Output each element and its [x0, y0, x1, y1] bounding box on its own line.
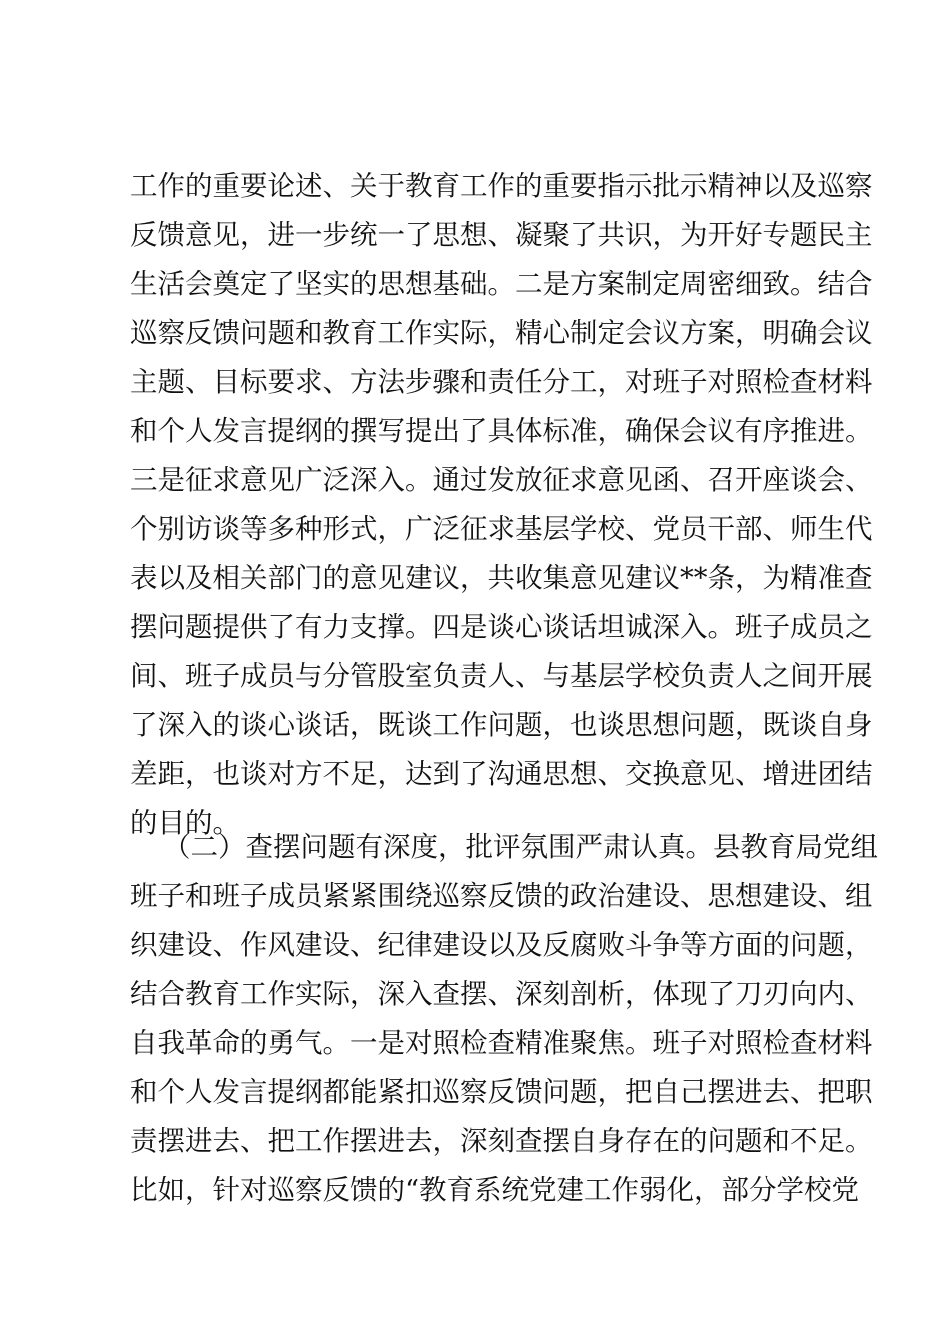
text-line: 的目的。 — [130, 807, 240, 839]
text-line: 个别访谈等多种形式，广泛征求基层学校、党员干部、师生代 — [130, 513, 873, 545]
text-line: 三是征求意见广泛深入。通过发放征求意见函、召开座谈会、 — [130, 464, 873, 496]
text-line: 间、班子成员与分管股室负责人、与基层学校负责人之间开展 — [130, 660, 873, 692]
text-line: 工作的重要论述、关于教育工作的重要指示批示精神以及巡察 — [130, 170, 873, 202]
text-line: 比如，针对巡察反馈的“教育系统党建工作弱化，部分学校党 — [130, 1174, 860, 1206]
text-line: 班子和班子成员紧紧围绕巡察反馈的政治建设、思想建设、组 — [130, 880, 873, 912]
text-line: 反馈意见，进一步统一了思想、凝聚了共识，为开好专题民主 — [130, 219, 873, 251]
section-heading-line: （二）查摆问题有深度，批评氛围严肃认真。县教育局党组 — [163, 831, 878, 863]
text-line: 和个人发言提纲都能紧扣巡察反馈问题，把自己摆进去、把职 — [130, 1076, 873, 1108]
text-line: 表以及相关部门的意见建议，共收集意见建议**条，为精准查 — [130, 562, 873, 594]
text-line: 生活会奠定了坚实的思想基础。二是方案制定周密细致。结合 — [130, 268, 873, 300]
text-line: 自我革命的勇气。一是对照检查精准聚焦。班子对照检查材料 — [130, 1027, 873, 1059]
text-line: 织建设、作风建设、纪律建设以及反腐败斗争等方面的问题， — [130, 929, 873, 961]
text-line: 和个人发言提纲的撰写提出了具体标准，确保会议有序推进。 — [130, 415, 873, 447]
text-line: 差距，也谈对方不足，达到了沟通思想、交换意见、增进团结 — [130, 758, 873, 790]
text-line: 巡察反馈问题和教育工作实际，精心制定会议方案，明确会议 — [130, 317, 873, 349]
text-line: 了深入的谈心谈话，既谈工作问题，也谈思想问题，既谈自身 — [130, 709, 873, 741]
text-line: 责摆进去、把工作摆进去，深刻查摆自身存在的问题和不足。 — [130, 1125, 873, 1157]
text-line: 结合教育工作实际，深入查摆、深刻剖析，体现了刀刃向内、 — [130, 978, 873, 1010]
text-line: 主题、目标要求、方法步骤和责任分工，对班子对照检查材料 — [130, 366, 873, 398]
text-line: 摆问题提供了有力支撑。四是谈心谈话坦诚深入。班子成员之 — [130, 611, 873, 643]
